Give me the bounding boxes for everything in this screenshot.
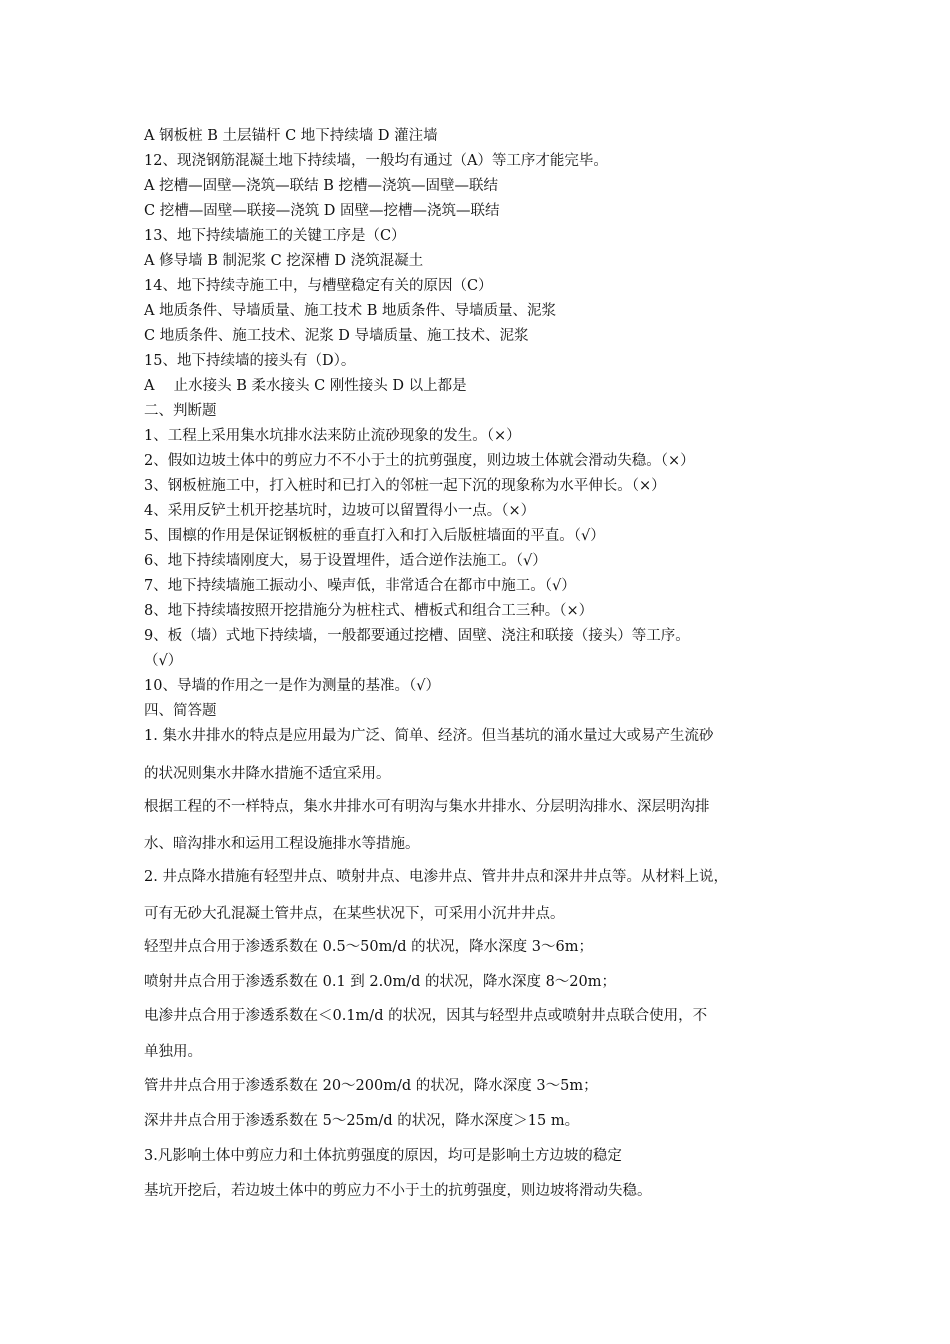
text-line-answer-3-b: 基坑开挖后，若边坡土体中的剪应力不小于土的抗剪强度，则边坡将滑动失稳。: [144, 1183, 652, 1199]
text-line-judge-5: 5、围檩的作用是保证钢板桩的垂直打入和打入后版桩墙面的平直。（√）: [144, 528, 605, 544]
text-line-judge-4: 4、采用反铲土机开挖基坑时，边坡可以留置得小一点。（×）: [144, 503, 536, 519]
text-line-options-q12-ab: A 挖槽—固壁—浇筑—联结 B 挖槽—浇筑—固壁—联结: [144, 178, 498, 194]
text-line-answer-1-b: 的状况则集水井降水措施不适宜采用。: [144, 766, 391, 782]
text-line-judge-7: 7、地下持续墙施工振动小、噪声低，非常适合在都市中施工。（√）: [144, 578, 576, 594]
text-line-answer-1-c: 根据工程的不一样特点，集水井排水可有明沟与集水井排水、分层明沟排水、深层明沟排: [144, 799, 710, 815]
text-line-judge-6: 6、地下持续墙刚度大，易于设置埋件，适合逆作法施工。（√）: [144, 553, 547, 569]
text-line-answer-2-jet: 喷射井点合用于渗透系数在 0.1 到 2.0m/d 的状况，降水深度 8～20m；: [144, 974, 617, 990]
text-line-judge-10: 10、导墙的作用之一是作为测量的基准。（√）: [144, 678, 440, 694]
text-line-q14: 14、地下持续寺施工中，与槽壁稳定有关的原因（C）: [144, 278, 493, 294]
text-line-options-q11: A 钢板桩 B 土层锚杆 C 地下持续墙 D 灌注墙: [144, 128, 438, 144]
text-line-answer-2-a: 2. 井点降水措施有轻型井点、喷射井点、电渗井点、管井井点和深井井点等。从材料上说，: [144, 869, 728, 885]
text-line-judge-2: 2、假如边坡土体中的剪应力不不小于土的抗剪强度，则边坡土体就会滑动失稳。（×）: [144, 453, 695, 469]
text-line-q13: 13、地下持续墙施工的关键工序是（C）: [144, 228, 406, 244]
text-line-judge-1: 1、工程上采用集水坑排水法来防止流砂现象的发生。（×）: [144, 428, 521, 444]
text-line-q15: 15、地下持续墙的接头有（D）。: [144, 353, 356, 369]
text-line-options-q14-ab: A 地质条件、导墙质量、施工技术 B 地质条件、导墙质量、泥浆: [144, 303, 556, 319]
text-line-answer-1-d: 水、暗沟排水和运用工程设施排水等措施。: [144, 836, 420, 852]
section-heading-judgement: 二、判断题: [144, 403, 217, 419]
text-line-options-q13: A 修导墙 B 制泥浆 C 挖深槽 D 浇筑混凝土: [144, 253, 424, 269]
text-line-judge-3: 3、钢板桩施工中，打入桩时和已打入的邻桩一起下沉的现象称为水平伸长。（×）: [144, 478, 666, 494]
text-line-answer-2-light: 轻型井点合用于渗透系数在 0.5～50m/d 的状况，降水深度 3～6m；: [144, 939, 593, 955]
section-heading-short-answer: 四、简答题: [144, 703, 217, 719]
text-line-judge-9: 9、板（墙）式地下持续墙，一般都要通过挖槽、固壁、浇注和联接（接头）等工序。: [144, 628, 690, 644]
text-line-answer-1-a: 1. 集水井排水的特点是应用最为广泛、简单、经济。但当基坑的涌水量过大或易产生流砂: [144, 728, 714, 744]
text-line-options-q14-cd: C 地质条件、施工技术、泥浆 D 导墙质量、施工技术、泥浆: [144, 328, 529, 344]
text-line-answer-2-deep: 深井井点合用于渗透系数在 5～25m/d 的状况，降水深度＞15 m。: [144, 1113, 580, 1129]
text-line-answer-3-a: 3.凡影响土体中剪应力和土体抗剪强度的原因，均可是影响土方边坡的稳定: [144, 1148, 622, 1164]
text-line-answer-2-tube: 管井井点合用于渗透系数在 20～200m/d 的状况，降水深度 3～5m；: [144, 1078, 598, 1094]
text-line-answer-2-electro: 电渗井点合用于渗透系数在＜0.1m/d 的状况，因其与轻型井点或喷射井点联合使用，不: [144, 1008, 708, 1024]
text-line-q12: 12、现浇钢筋混凝土地下持续墙，一般均有通过（A）等工序才能完毕。: [144, 153, 608, 169]
text-line-answer-2-electro-cont: 单独用。: [144, 1044, 202, 1060]
text-line-options-q15: A 止水接头 B 柔水接头 C 刚性接头 D 以上都是: [144, 378, 467, 394]
text-line-judge-9-answer: （√）: [144, 653, 183, 669]
text-line-judge-8: 8、地下持续墙按照开挖措施分为桩柱式、槽板式和组合工三种。（×）: [144, 603, 594, 619]
text-line-options-q12-cd: C 挖槽—固壁—联接—浇筑 D 固壁—挖槽—浇筑—联结: [144, 203, 500, 219]
text-line-answer-2-b: 可有无砂大孔混凝土管井点，在某些状况下，可采用小沉井井点。: [144, 906, 565, 922]
